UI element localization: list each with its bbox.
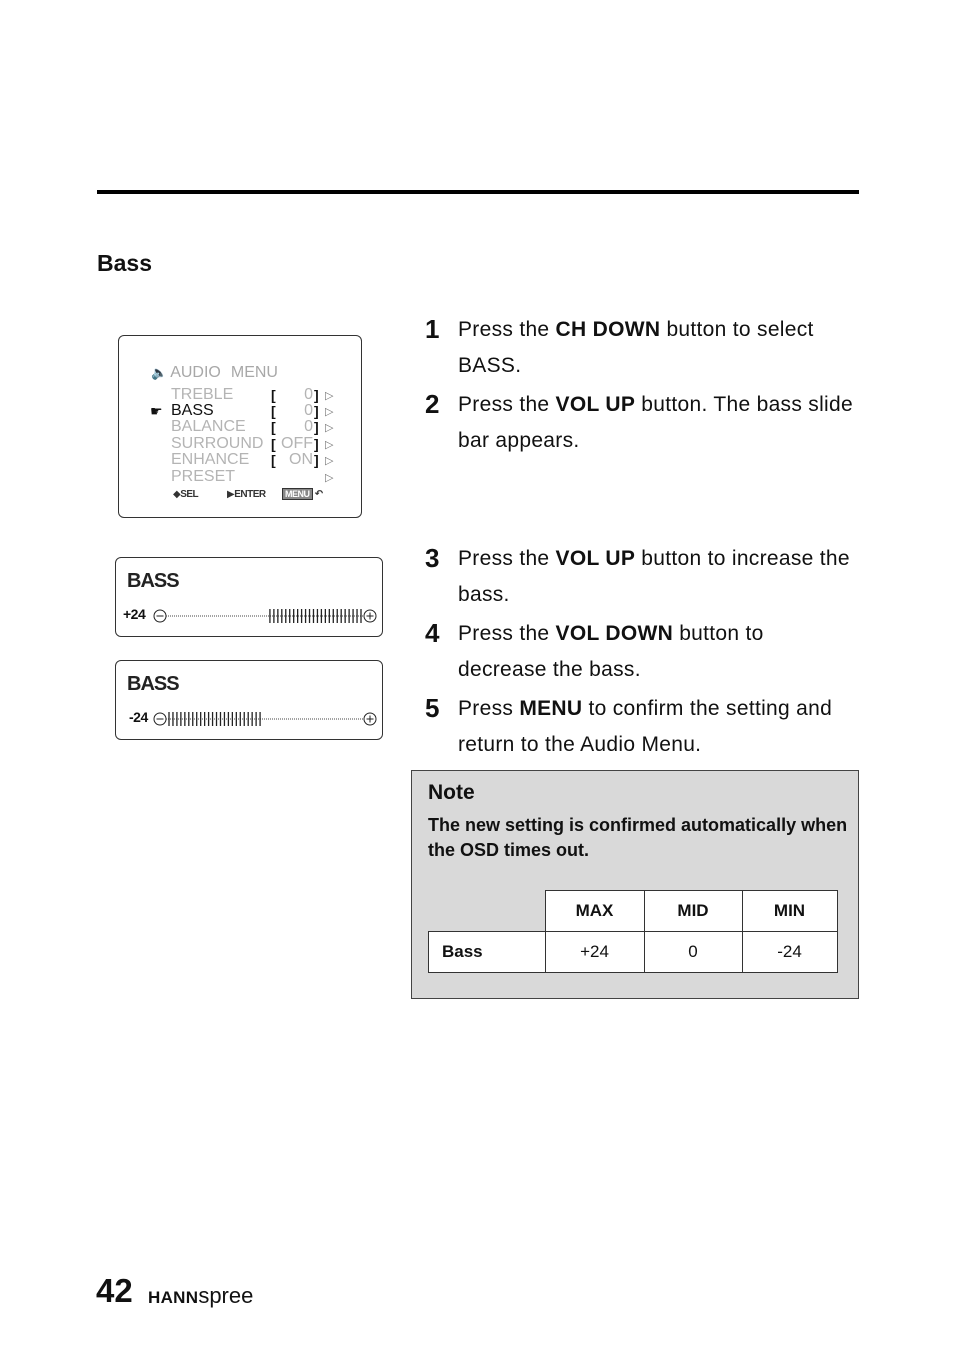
step-number: 2 [425,389,440,419]
table-cell-mid: 0 [644,932,742,973]
bracket-right: ] [314,403,319,419]
osd-footer-menu [282,489,323,500]
osd-menu-item-enhance[interactable] [119,452,363,468]
osd-item-label: BASS [171,402,214,419]
osd-item-label: SURROUND [171,435,264,452]
top-rule [97,190,859,194]
osd-footer-sel: ◆SEL [173,489,199,500]
osd-menu-item-preset[interactable] [119,469,363,485]
osd-title-audio: AUDIO [170,364,221,381]
step-text: Press the VOL DOWN button to decrease the bass. [458,622,764,681]
slider-value: +24 [123,606,146,622]
step-number: 4 [425,618,440,648]
bracket-left: [ [271,419,276,435]
osd-menu-item-surround[interactable] [119,436,363,452]
note-box [411,770,859,999]
bass-slide-bar [116,558,384,638]
arrow-right-icon: ▷ [325,422,334,434]
table-header-row [429,891,838,932]
osd-item-value: OFF [281,435,313,452]
step-number: 1 [425,314,440,344]
bracket-right: ] [314,452,319,468]
bracket-left: [ [271,452,276,468]
osd-menu-header [151,364,278,382]
arrow-right-icon: ▷ [325,455,334,467]
osd-menu-item-balance[interactable] [119,419,363,435]
table-header-max: MAX [545,891,644,932]
osd-footer-enter: ▶ENTER [227,489,266,500]
osd-item-label: PRESET [171,468,236,485]
step-text: Press the CH DOWN button to select BASS. [458,318,814,377]
hand-pointer-icon: ☛ [150,403,163,419]
slider-value: -24 [129,709,148,725]
table-header-min: MIN [742,891,837,932]
return-icon: ↶ [314,489,323,500]
osd-audio-menu [118,335,362,518]
table-header-mid: MID [644,891,742,932]
bracket-right: ] [314,436,319,452]
table-cell-max: +24 [545,932,644,973]
arrow-right-icon: ▷ [325,472,334,484]
osd-item-value: 0 [304,418,313,435]
bracket-left: [ [271,436,276,452]
osd-item-value: ON [289,451,313,468]
menu-key-label: MENU [282,488,313,500]
bass-slider-min [115,660,383,740]
bracket-left: [ [271,403,276,419]
step-text: Press the VOL UP button. The bass slide bar appears. [458,393,853,452]
section-title: Bass [97,250,152,276]
play-icon: ▶ [227,489,235,500]
arrow-right-icon: ▷ [325,406,334,418]
bracket-right: ] [314,419,319,435]
osd-item-label: ENHANCE [171,451,250,468]
updown-icon: ◆ [173,489,181,500]
osd-title-menu: MENU [230,364,278,381]
note-text: The new setting is confirmed automatically when the OSD times out. [428,815,848,860]
table-cell-min: -24 [742,932,837,973]
table-corner [429,891,546,932]
table-row-label: Bass [429,932,546,973]
bracket-left: [ [271,387,276,403]
slider-title: BASS [127,570,179,592]
note-title: Note [428,781,475,804]
osd-item-label: BALANCE [171,418,246,435]
osd-menu-item-treble[interactable] [119,387,363,403]
osd-item-value: 0 [304,402,313,419]
osd-menu-item-bass[interactable] [119,403,363,419]
step-text: Press the VOL UP button to increase the bass. [458,547,850,606]
brand-logo: HANNspree [148,1283,254,1308]
bracket-right: ] [314,387,319,403]
arrow-right-icon: ▷ [325,390,334,402]
step-number: 3 [425,543,440,573]
slider-title: BASS [127,673,179,695]
speaker-icon: 🔈 [151,365,168,380]
table-row [429,932,838,973]
bass-range-table [428,890,838,973]
step-number: 5 [425,693,440,723]
bass-slider-max [115,557,383,637]
arrow-right-icon: ▷ [325,439,334,451]
bass-slide-bar [116,661,384,741]
page-number: 42 [96,1272,133,1309]
osd-item-label: TREBLE [171,386,234,403]
osd-item-value: 0 [304,386,313,403]
step-text: Press MENU to confirm the setting and return to the Audio Menu. [458,697,833,756]
